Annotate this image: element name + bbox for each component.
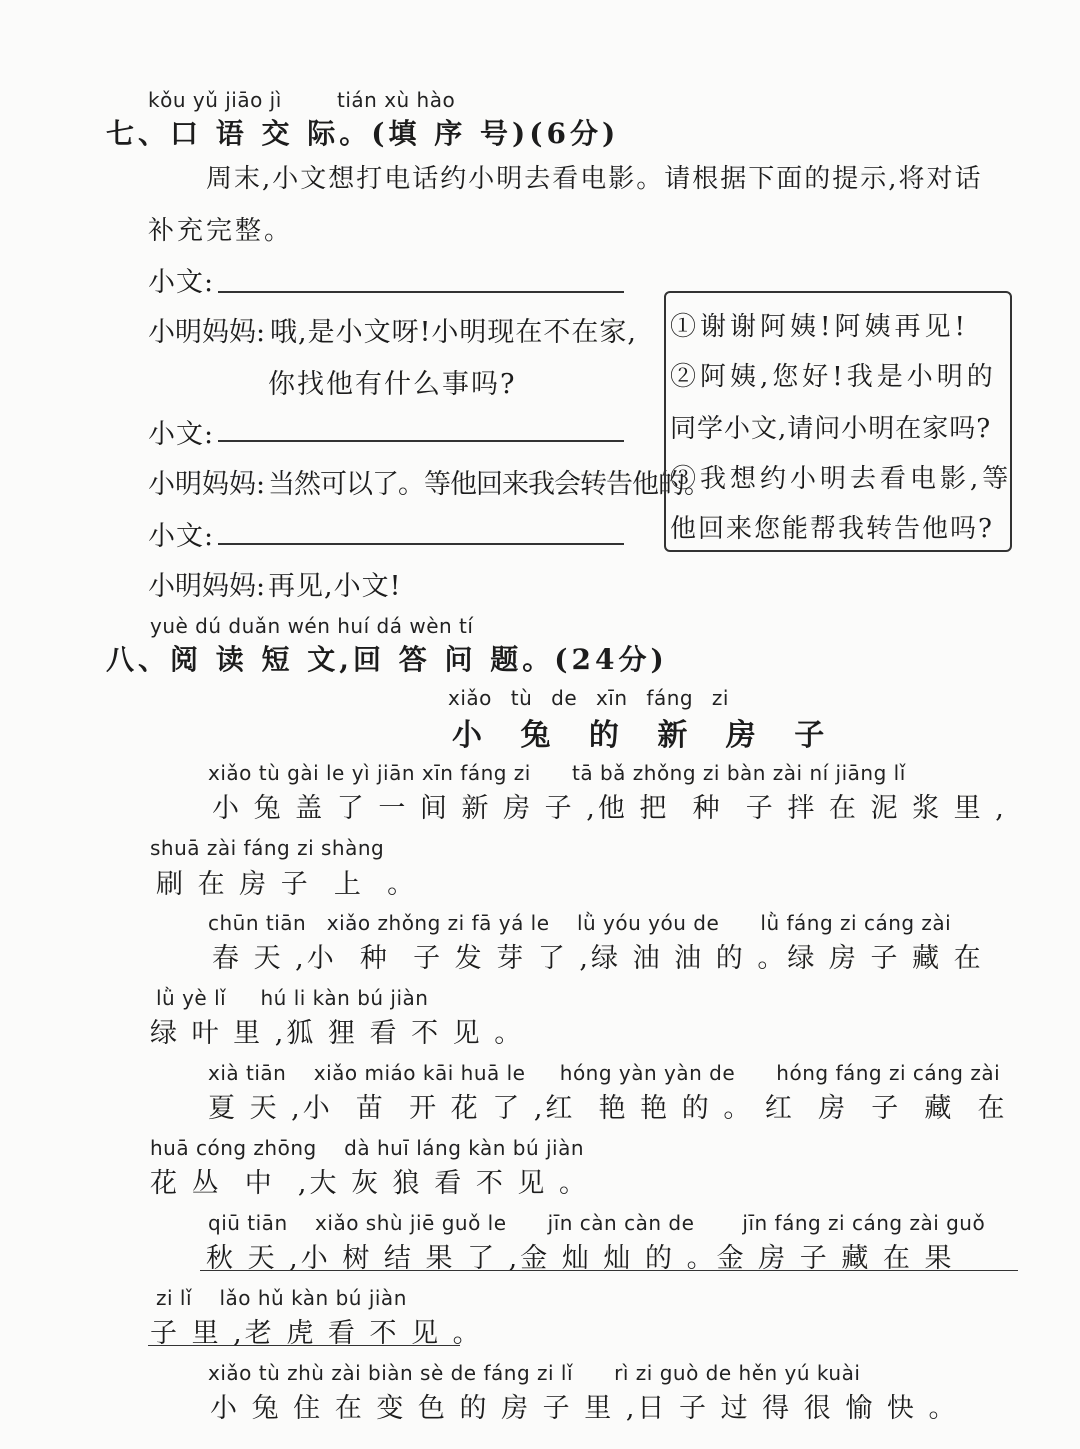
section7-intro-line2: 补充完整。	[148, 216, 294, 246]
option-line: 同学小文,请问小明在家吗?	[670, 414, 992, 444]
story-pinyin: lǜ yè lǐ hú li kàn bú jiàn	[156, 986, 429, 1010]
underline-mark	[200, 1270, 1018, 1271]
dialogue-text-continued: 你找他有什么事吗?	[268, 369, 517, 400]
story-title: 小 兔 的 新 房 子	[452, 718, 839, 753]
dialogue-speaker: 小文:	[148, 521, 215, 552]
section8-heading: 八、阅 读 短 文,回 答 问 题。(24分)	[106, 643, 668, 676]
story-pinyin: xiǎo tù zhù zài biàn sè de fáng zi lǐ rì zi guò de hěn yú kuài	[208, 1361, 861, 1385]
dialogue-speaker: 小文:	[148, 267, 215, 298]
story-line: 子 里 ,老 虎 看 不 见 。	[150, 1318, 483, 1349]
story-pinyin: huā cóng zhōng dà huī láng kàn bú jiàn	[150, 1136, 585, 1160]
story-pinyin: qiū tiān xiǎo shù jiē guǒ le jīn càn càn de jīn fáng zi cáng zài guǒ	[208, 1211, 986, 1235]
story-pinyin: xiǎo tù gài le yì jiān xīn fáng zi tā bǎ zhǒng zi bàn zài ní jiāng lǐ	[208, 761, 906, 785]
answer-blank-3[interactable]	[218, 543, 624, 545]
dialogue-speaker: 小明妈妈:	[148, 469, 266, 500]
story-line: 花 丛 中 ,大 灰 狼 看 不 见 。	[150, 1168, 589, 1199]
dialogue-text: 再见,小文!	[268, 571, 402, 602]
option-line: ①谢谢阿姨!阿姨再见!	[670, 312, 969, 342]
story-line: 绿 叶 里 ,狐 狸 看 不 见 。	[150, 1018, 525, 1049]
section7-heading: 七、口 语 交 际。(填 序 号)(6分)	[106, 117, 620, 150]
answer-blank-2[interactable]	[218, 440, 624, 442]
story-pinyin: shuā zài fáng zi shàng	[150, 836, 385, 860]
story-line: 秋 天 ,小 树 结 果 了 ,金 灿 灿 的 。金 房 子 藏 在 果	[206, 1243, 955, 1274]
option-line: ②阿姨,您好!我是小明的	[670, 362, 997, 392]
story-line: 刷 在 房 子 上 。	[156, 869, 418, 900]
section7-heading-pinyin-a: kǒu yǔ jiāo jì	[148, 88, 282, 112]
section8-heading-pinyin: yuè dú duǎn wén huí dá wèn tí	[150, 614, 474, 638]
story-line: 小 兔 住 在 变 色 的 房 子 里 ,日 子 过 得 很 愉 快 。	[210, 1393, 959, 1424]
section7-heading-pinyin-b: tián xù hào	[337, 88, 456, 112]
dialogue-text: 哦,是小文呀!小明现在不在家,	[270, 317, 638, 348]
answer-blank-1[interactable]	[218, 291, 624, 293]
section7-intro-line1: 周末,小文想打电话约小明去看电影。请根据下面的提示,将对话	[206, 164, 983, 194]
dialogue-speaker: 小明妈妈:	[148, 571, 266, 602]
underline-mark	[148, 1345, 460, 1346]
option-line: 他回来您能帮我转告他吗?	[670, 514, 994, 544]
story-title-pinyin: xiǎo tù de xīn fáng zi	[448, 686, 729, 710]
dialogue-speaker: 小明妈妈:	[148, 317, 266, 348]
story-pinyin: xià tiān xiǎo miáo kāi huā le hóng yàn yàn de hóng fáng zi cáng zài	[208, 1061, 1001, 1085]
dialogue-text: 当然可以了。等他回来我会转告他的。	[268, 469, 710, 500]
story-line: 春 天 ,小 种 子 发 芽 了 ,绿 油 油 的 。绿 房 子 藏 在	[212, 943, 984, 974]
dialogue-speaker: 小文:	[148, 419, 215, 450]
story-line: 小 兔 盖 了 一 间 新 房 子 ,他 把 种 子 拌 在 泥 浆 里 ,	[212, 793, 1007, 824]
story-pinyin: chūn tiān xiǎo zhǒng zi fā yá le lǜ yóu yóu de lǜ fáng zi cáng zài	[208, 911, 952, 935]
story-line: 夏 天 ,小 苗 开 花 了 ,红 艳 艳 的 。 红 房 子 藏 在	[208, 1093, 1008, 1124]
option-line: ③我想约小明去看电影,等	[670, 464, 1013, 494]
story-pinyin: zi lǐ lǎo hǔ kàn bú jiàn	[156, 1286, 407, 1310]
